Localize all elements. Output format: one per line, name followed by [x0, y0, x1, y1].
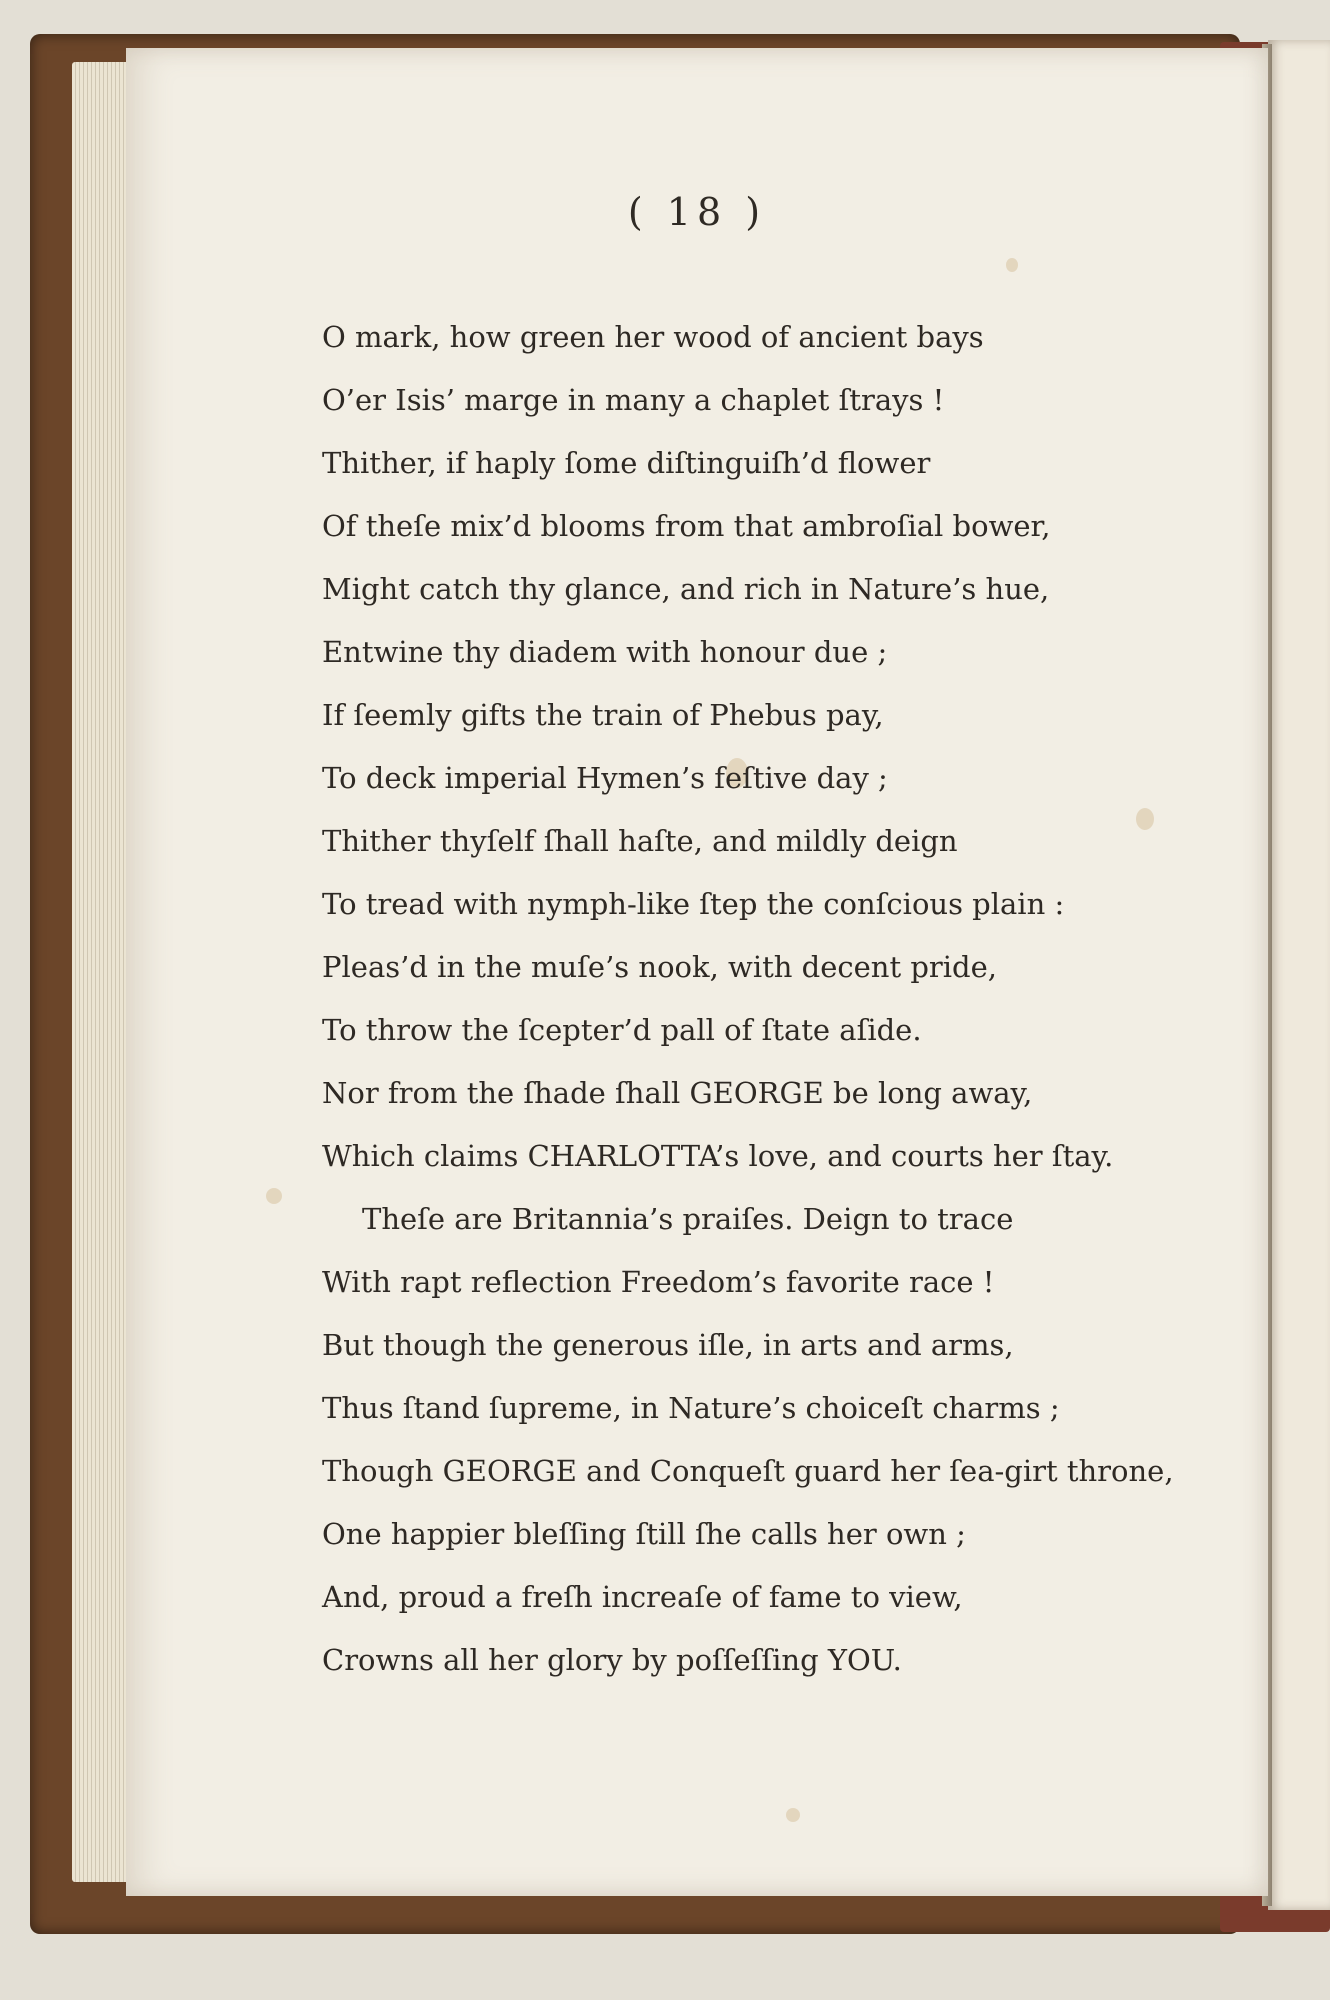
- poem-line: O mark, how green her wood of ancient bays: [322, 320, 984, 354]
- poem-line: Nor from the ſhade ſhall GEORGE be long away,: [322, 1076, 1033, 1110]
- poem-line: Might catch thy glance, and rich in Nature’s hue,: [322, 572, 1050, 606]
- poem-line: If ſeemly gifts the train of Phebus pay,: [322, 698, 884, 732]
- poem-line: Thither, if haply ſome diſtinguiſh’d flower: [322, 446, 931, 480]
- poem-line: One happier bleſſing ſtill ſhe calls her own ;: [322, 1517, 966, 1551]
- poem-line: Which claims CHARLOTTA’s love, and courts her ſtay.: [322, 1139, 1114, 1173]
- poem-line: Crowns all her glory by poſſeſſing YOU.: [322, 1643, 902, 1677]
- poem-line: Entwine thy diadem with honour due ;: [322, 635, 888, 669]
- foxing-spot: [266, 1188, 282, 1204]
- poem-line: Thither thyſelf ſhall haſte, and mildly deign: [322, 824, 958, 858]
- poem-line: And, proud a freſh increaſe of fame to view,: [322, 1580, 963, 1614]
- facing-page-edge: [1268, 40, 1330, 1910]
- book-page: [126, 48, 1268, 1896]
- foxing-spot: [1006, 258, 1018, 272]
- poem-line: Pleas’d in the muſe’s nook, with decent pride,: [322, 950, 997, 984]
- poem-line: Of theſe mix’d blooms from that ambroſial bower,: [322, 509, 1051, 543]
- poem-line: O’er Isis’ marge in many a chaplet ſtrays !: [322, 383, 945, 417]
- poem-line: To deck imperial Hymen’s feſtive day ;: [322, 761, 888, 795]
- page-edges: [72, 62, 132, 1882]
- poem-line: Thus ſtand ſupreme, in Nature’s choiceſt charms ;: [322, 1391, 1060, 1425]
- poem-text: [322, 306, 1262, 1692]
- poem-line: To tread with nymph-like ſtep the conſcious plain :: [322, 887, 1065, 921]
- foxing-spot: [786, 1808, 800, 1822]
- page-number: ( 18 ): [627, 190, 767, 234]
- poem-line: But though the generous iſle, in arts and arms,: [322, 1328, 1014, 1362]
- poem-line: To throw the ſcepter’d pall of ſtate aſide.: [322, 1013, 922, 1047]
- poem-line: Though GEORGE and Conqueſt guard her ſea-girt throne,: [322, 1454, 1174, 1488]
- poem-line: With rapt reflection Freedom’s favorite race !: [322, 1265, 995, 1299]
- poem-line: Theſe are Britannia’s praiſes. Deign to trace: [362, 1202, 1014, 1236]
